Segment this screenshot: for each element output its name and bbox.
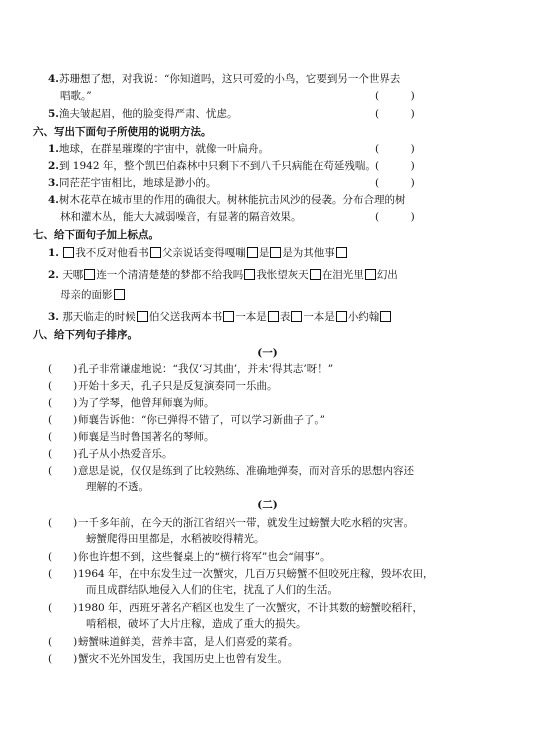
s7-q3-part: 小约翰 [347,311,380,323]
g2-item-cont: 而且成群结队地侵入人们的住宅，扰乱了人们的生活。 [86,584,338,596]
g2-item: 你也许想不到，这些餐桌上的“横行将军”也会“闹事”。 [78,551,331,563]
punct-box[interactable] [150,247,161,258]
s6-item1-number: 1. [48,143,59,155]
g1-item: 为了学琴，他曾拜师襄为师。 [78,397,215,409]
g2-item-cont: 啃稻根，破坏了大片庄稼，造成了重大的损失。 [86,618,307,630]
s6-item4-text-line1: 树木花草在城市里的作用的确很大。树林能抗击风沙的侵袭。分布合理的树 [58,194,406,206]
s7-q2-part: 幻出 [376,269,398,281]
s7-q1-part: 父亲说话变得嘎嘣 [161,247,246,259]
punct-box[interactable] [336,247,347,258]
section8-title: 八、给下列句子排序。 [33,329,138,341]
order-paren[interactable]: ( ) [48,568,78,580]
s6-item4-line1 [48,193,405,207]
g1-item: 开始十多天，孔子只是反复演奏同一乐曲。 [78,380,278,392]
g2-item: 1980 年，西班牙著名产稻区也发生了一次蟹灾，不计其数的螃蟹咬稻秆， [78,602,424,614]
order-paren[interactable]: ( ) [48,397,78,409]
s7-q2-number: 2. [48,269,59,281]
g1-item-cont: 理解的不透。 [86,481,149,493]
group1-title: (一) [257,347,278,359]
g2-item-cont: 螃蟹爬得田里都是，水稻被咬得精光。 [86,533,265,545]
g1-item: 孔子从小热爱音乐。 [78,448,173,460]
section7-title: 七、给下面句子加上标点。 [33,229,159,241]
q4-line1 [48,72,400,86]
order-paren[interactable]: ( ) [48,636,78,648]
s7-q2-part: 母亲的面影 [60,289,113,301]
s7-q3-part: 表 [279,311,291,323]
punct-box[interactable] [84,269,95,280]
s7-q2-part: 我怅望灰天 [256,269,309,281]
order-paren[interactable]: ( ) [48,517,78,529]
order-paren[interactable]: ( ) [48,465,78,477]
order-paren[interactable]: ( ) [48,414,78,426]
g2-item: 螃蟹味道鲜美，营养丰富，是人们喜爱的菜肴。 [78,636,299,648]
g2-item: 蟹灾不光外国发生，我国历史上也曾有发生。 [78,653,288,665]
s6-item4-text-line2: 林和灌木丛，能大大减弱噪音，有显著的隔音效果。 [60,211,302,223]
order-paren[interactable]: ( ) [48,380,78,392]
s7-q3-part: 一本是 [235,311,267,323]
order-paren[interactable]: ( ) [48,431,78,443]
q4-answer-paren[interactable]: ( ) [375,90,415,102]
punct-box[interactable] [310,269,321,280]
group2-title: (二) [257,499,278,511]
s7-q2-part: 在泪光里 [321,269,364,281]
punct-box[interactable] [137,311,148,322]
punct-box[interactable] [63,247,74,258]
s6-item2-number: 2. [48,160,59,172]
s7-q1-part: 是为其他事 [282,247,335,259]
g1-item: 师襄告诉他：“你已弹得不错了，可以学习新曲子了。” [78,414,325,426]
punct-box[interactable] [291,311,302,322]
s6-item3 [48,176,216,190]
s7-q3-part: 那天临走的时候 [62,311,136,323]
s6-item4-paren[interactable]: ( ) [375,211,415,223]
s7-q3-part: 一本是 [303,311,335,323]
order-paren[interactable]: ( ) [48,602,78,614]
q5-answer-paren[interactable]: ( ) [375,108,415,120]
punct-box[interactable] [380,311,391,322]
s6-item3-number: 3. [48,177,59,189]
q4-text-line1: 苏珊想了想，对我说：“你知道吗，这只可爱的小鸟，它要到另一个世界去 [58,73,401,85]
section6-title: 六、写出下面句子所使用的说明方法。 [33,126,212,138]
s7-q1 [48,246,348,260]
q4-number: 4. [48,73,59,85]
s7-q2-part: 连一个清清楚楚的梦都不给我吗 [96,269,244,281]
q5-line [48,107,237,121]
q4-text-line2: 唱歌。” [60,90,92,102]
s6-item2-paren[interactable]: ( ) [375,160,415,172]
g1-item: 意思是说，仅仅是练到了比较熟练、准确地弹奏，而对音乐的思想内容还 [78,465,414,477]
g1-item: 孔子非常谦虚地说：“我仅‘习其曲’，并未‘得其志’呀！” [78,363,334,375]
punct-box[interactable] [336,311,347,322]
order-paren[interactable]: ( ) [48,448,78,460]
punct-box[interactable] [268,311,279,322]
s6-item1-paren[interactable]: ( ) [375,143,415,155]
order-paren[interactable]: ( ) [48,653,78,665]
punct-box[interactable] [365,269,376,280]
s7-q3-part: 伯父送我两本书 [148,311,223,323]
order-paren[interactable]: ( ) [48,551,78,563]
s7-q3 [48,310,392,324]
g1-item: 师襄是当时鲁国著名的琴师。 [78,431,215,443]
s6-item1-text: 地球，在群星璀璨的宇宙中，就像一叶扁舟。 [58,143,269,155]
g2-item: 一千多年前，在今天的浙江省绍兴一带，就发生过螃蟹大吃水稻的灾害。 [78,517,414,529]
s6-item2 [48,159,376,173]
order-paren[interactable]: ( ) [48,363,78,375]
s6-item2-text: 到 1942 年，整个凯巴伯森林中只剩下不到八千只病能在苟延残喘。 [58,160,376,172]
s7-q1-part: 是 [258,247,270,259]
s6-item1 [48,142,269,156]
punct-box[interactable] [247,247,258,258]
punct-box[interactable] [244,269,255,280]
s7-q1-number: 1. [48,247,59,259]
q5-text: 渔夫皱起眉，他的脸变得严肃、忧虑。 [58,108,238,120]
punct-box[interactable] [114,289,125,300]
s6-item3-paren[interactable]: ( ) [375,177,415,189]
g2-item: 1964 年，在中东发生过一次蟹灾，几百万只螃蟹不但咬死庄稼，毁坏农田， [78,568,434,580]
s7-q2-line2 [60,288,126,302]
punct-box[interactable] [270,247,281,258]
q5-number: 5. [48,108,59,120]
s6-item3-text: 同茫茫宇宙相比，地球是渺小的。 [58,177,217,189]
s7-q3-number: 3. [48,311,59,323]
s6-item4-number: 4. [48,194,59,206]
punct-box[interactable] [223,311,234,322]
s7-q2-part: 天哪 [62,269,84,281]
s7-q2-line1 [48,268,398,282]
s7-q1-part: 我不反对他看书 [75,247,149,259]
